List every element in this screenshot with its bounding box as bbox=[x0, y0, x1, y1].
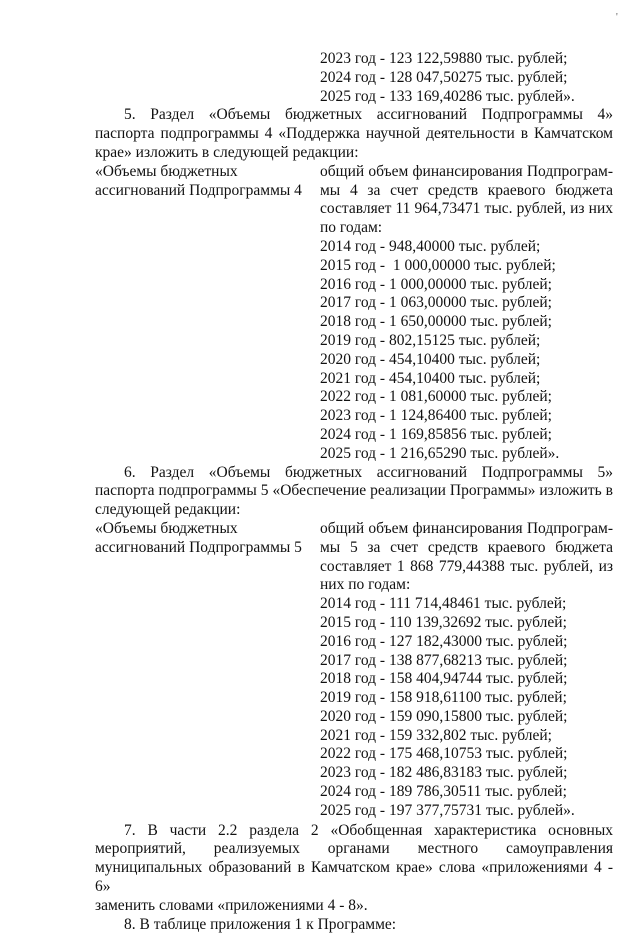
year-line: 2016 год - 1 000,00000 тыс. рублей; bbox=[320, 275, 552, 293]
year-line: 2023 год - 1 124,86400 тыс. рублей; bbox=[320, 407, 552, 425]
item-6-right-text bbox=[320, 520, 613, 821]
year-line: 2018 год - 158 404,94744 тыс. рублей; bbox=[320, 670, 568, 688]
year-line: 2025 год - 133 169,40286 тыс. рублей». bbox=[320, 87, 575, 105]
item-7-line: 7. В части 2.2 раздела 2 «Обобщенная характеристика основных bbox=[124, 821, 613, 839]
year-line: 2020 год - 454,10400 тыс. рублей; bbox=[320, 350, 541, 368]
item-5-passport-block bbox=[95, 163, 613, 464]
year-line: 2021 год - 454,10400 тыс. рублей; bbox=[320, 369, 541, 387]
item-5-right-text bbox=[320, 163, 613, 464]
intro-line: мы 4 за счет средств краевого бюджета bbox=[320, 181, 613, 199]
item-6-left-label bbox=[95, 520, 320, 821]
left-label-line: ассигнований Подпрограммы 4 bbox=[95, 181, 302, 199]
left-label-line: «Объемы бюджетных bbox=[95, 162, 238, 180]
left-label-line: «Объемы бюджетных bbox=[95, 519, 238, 537]
intro-line: по годам: bbox=[320, 219, 383, 237]
year-line: 2025 год - 1 216,65290 тыс. рублей». bbox=[320, 444, 560, 462]
item-6-line: следующей редакции: bbox=[95, 501, 241, 519]
left-label-line: ассигнований Подпрограммы 5 bbox=[95, 538, 302, 556]
intro-line: общий объем финансирования Подпрограм- bbox=[320, 162, 613, 180]
year-line: 2025 год - 197 377,75731 тыс. рублей». bbox=[320, 801, 575, 819]
intro-line: мы 5 за счет средств краевого бюджета bbox=[320, 538, 613, 556]
year-line: 2014 год - 948,40000 тыс. рублей; bbox=[320, 237, 541, 255]
intro-line: составляет 11 964,73471 тыс. рублей, из них bbox=[320, 200, 613, 218]
year-line: 2019 год - 802,15125 тыс. рублей; bbox=[320, 331, 541, 349]
item-5-paragraph bbox=[95, 106, 613, 162]
item-7-line: муниципальных образований в Камчатском крае» слова «приложениями 4 - 6» bbox=[95, 859, 613, 896]
top-year-list bbox=[320, 50, 613, 106]
year-line: 2015 год - 110 139,32692 тыс. рублей; bbox=[320, 613, 567, 631]
year-line: 2024 год - 1 169,85856 тыс. рублей; bbox=[320, 425, 552, 443]
year-line: 2023 год - 123 122,59880 тыс. рублей; bbox=[320, 50, 568, 67]
year-line: 2019 год - 158 918,61100 тыс. рублей; bbox=[320, 689, 567, 707]
year-line: 2015 год - 1 000,00000 тыс. рублей; bbox=[320, 256, 556, 274]
item-7-line: мероприятий, реализуемых органами местного самоуправления bbox=[95, 840, 613, 858]
intro-line: них по годам: bbox=[320, 576, 411, 594]
item-7-paragraph bbox=[95, 822, 613, 916]
year-line: 2016 год - 127 182,43000 тыс. рублей; bbox=[320, 632, 568, 650]
year-line: 2024 год - 128 047,50275 тыс. рублей; bbox=[320, 68, 568, 86]
item-6-line: паспорта подпрограммы 5 «Обеспечение реализации Программы» изложить в bbox=[95, 482, 613, 500]
intro-line: составляет 1 868 779,44388 тыс. рублей, из bbox=[320, 557, 613, 575]
year-line: 2017 год - 138 877,68213 тыс. рублей; bbox=[320, 651, 568, 669]
corner-mark: ' bbox=[616, 12, 618, 23]
year-line: 2022 год - 175 468,10753 тыс. рублей; bbox=[320, 745, 568, 763]
item-5-line: паспорта подпрограммы 4 «Поддержка научной деятельности в Камчатском bbox=[95, 125, 613, 143]
year-line: 2014 год - 111 714,48461 тыс. рублей; bbox=[320, 595, 567, 613]
year-line: 2023 год - 182 486,83183 тыс. рублей; bbox=[320, 764, 568, 782]
year-line: 2024 год - 189 786,30511 тыс. рублей; bbox=[320, 783, 567, 801]
item-6-passport-block bbox=[95, 520, 613, 821]
year-line: 2022 год - 1 081,60000 тыс. рублей; bbox=[320, 388, 552, 406]
item-6-line: 6. Раздел «Объемы бюджетных ассигнований Подпрограммы 5» bbox=[124, 463, 613, 481]
year-line: 2018 год - 1 650,00000 тыс. рублей; bbox=[320, 313, 552, 331]
item-5-left-label bbox=[95, 163, 320, 464]
item-5-line: 5. Раздел «Объемы бюджетных ассигнований Подпрограммы 4» bbox=[124, 106, 613, 124]
item-8-paragraph: 8. В таблице приложения 1 к Программе: bbox=[124, 915, 397, 933]
item-7-line: заменить словами «приложениями 4 - 8». bbox=[95, 896, 368, 914]
document-page bbox=[95, 50, 613, 934]
intro-line: общий объем финансирования Подпрограм- bbox=[320, 519, 613, 537]
item-5-line: крае» изложить в следующей редакции: bbox=[95, 143, 359, 161]
year-line: 2021 год - 159 332,802 тыс. рублей; bbox=[320, 726, 552, 744]
year-line: 2020 год - 159 090,15800 тыс. рублей; bbox=[320, 707, 568, 725]
year-line: 2017 год - 1 063,00000 тыс. рублей; bbox=[320, 294, 552, 312]
item-6-paragraph bbox=[95, 464, 613, 520]
